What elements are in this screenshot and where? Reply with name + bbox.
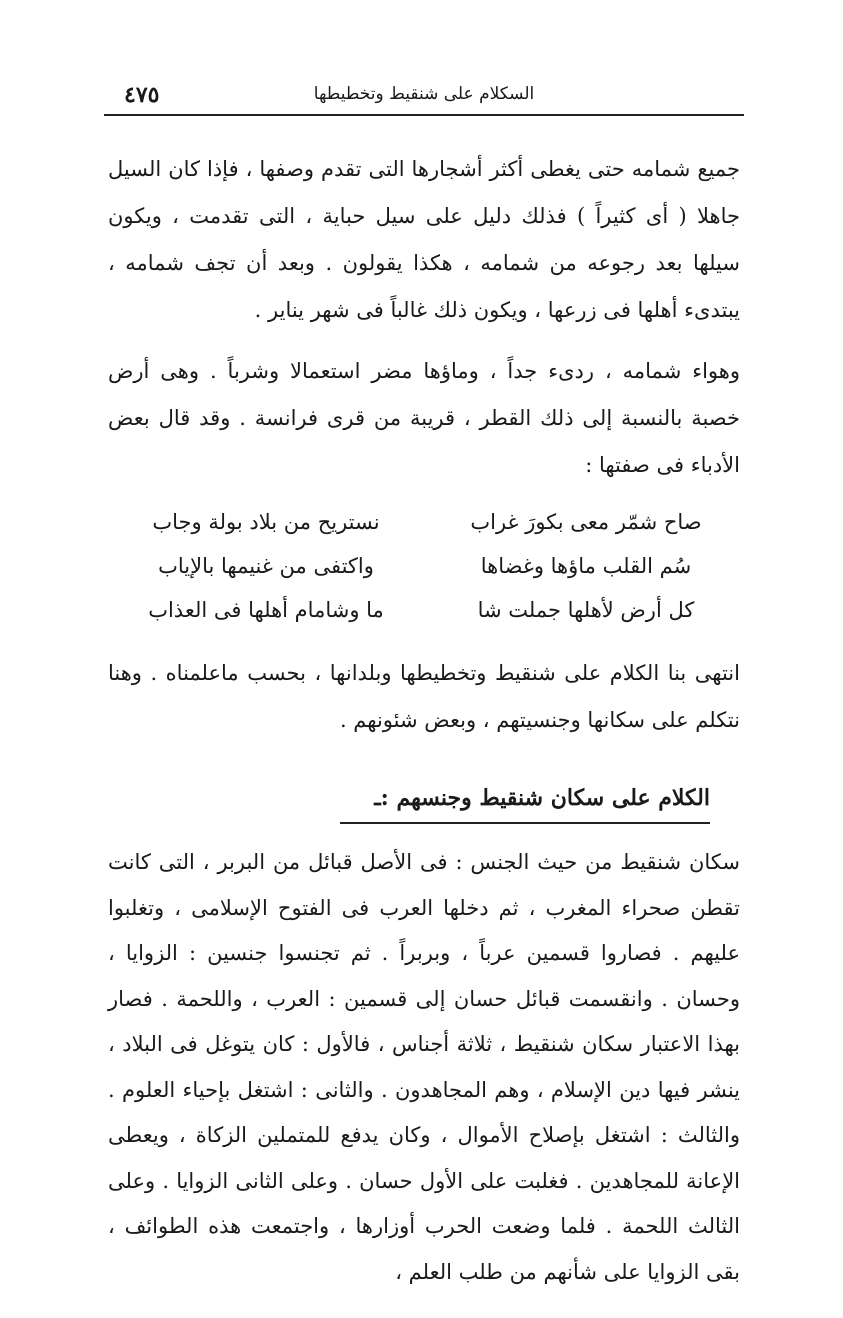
poem-first-hemistich: سُم القلب ماؤها وغضاها [480,554,692,578]
poem-verse [120,588,732,632]
running-title: السكلام على شنقيط وتخطيطها [313,84,535,104]
page-number: ٤٧٥ [124,82,160,108]
poem-block [120,500,732,632]
section-heading: الكلام على سكان شنقيط وجنسهم :ـ [340,778,710,824]
poem-second-hemistich: نستريح من بلاد بولة وجاب [152,510,380,534]
running-header [104,82,744,116]
paragraph-climate-description: وهواء شمامه ، ردىء جداً ، وماؤها مضر استعمالا وشرباً . وهى أرض خصبة بالنسبة إلى ذلك القطر ، قريبة من قرى فرانسة . وقد قال بعض الأدباء فى صفتها : [108,359,740,477]
poem-verse [120,544,732,588]
poem-second-hemistich: واكتفى من غنيمها بالإياب [158,554,374,578]
paragraph-closing: انتهى بنا الكلام على شنقيط وتخطيطها وبلدانها ، بحسب ماعلمناه . وهنا نتكلم على سكانها وجنسيتهم ، وبعض شئونهم . [108,661,740,732]
paragraph-rain-and-planting: جميع شمامه حتى يغطى أكثر أشجارها التى تقدم وصفها ، فإذا كان السيل جاهلا ( أى كثيراً ) فذلك دليل على سيل حباية ، التى تقدمت ، ويكون سيلها بعد رجوعه من شمامه ، هكذا يقولون . وبعد أن تجف شمامه ، يبتدىء أهلها فى زرعها ، ويكون ذلك غالباً فى شهر يناير . [108,157,740,322]
poem-second-hemistich: ما وشامام أهلها فى العذاب [148,598,384,622]
poem-verse [120,500,732,544]
poem-first-hemistich: صاح شمّر معى بكورَ غراب [470,510,702,534]
poem-first-hemistich: كل أرض لأهلها جملت شا [477,598,695,622]
paragraph-population: سكان شنقيط من حيث الجنس : فى الأصل قبائل من البربر ، التى كانت تقطن صحراء المغرب ، ثم دخلها العرب فى الفتوح الإسلامى ، وتغلبوا عليهم . فصاروا قسمين عرباً ، وبربراً . ثم تجنسوا جنسين : الزوايا ، وحسان . وانقسمت قبائل حسان إلى قسمين : العرب ، واللحمة . فصار بهذا الاعتبار سكان شنقيط ، ثلاثة أجناس ، فالأول : كان يتوغل فى البلاد ، ينشر فيها دين الإسلام ، وهم المجاهدون . والثانى : اشتغل بإحياء العلوم . والثالث : اشتغل بإصلاح الأموال ، وكان يدفع للمتملين الزكاة ، ويعطى الإعانة للمجاهدين . فغلبت على الأول حسان . وعلى الثانى الزوايا . وعلى الثالث اللحمة . فلما وضعت الحرب أوزارها ، واجتمعت هذه الطوائف ، بقى الزوايا على شأنهم من طلب العلم ، [108,850,740,1284]
